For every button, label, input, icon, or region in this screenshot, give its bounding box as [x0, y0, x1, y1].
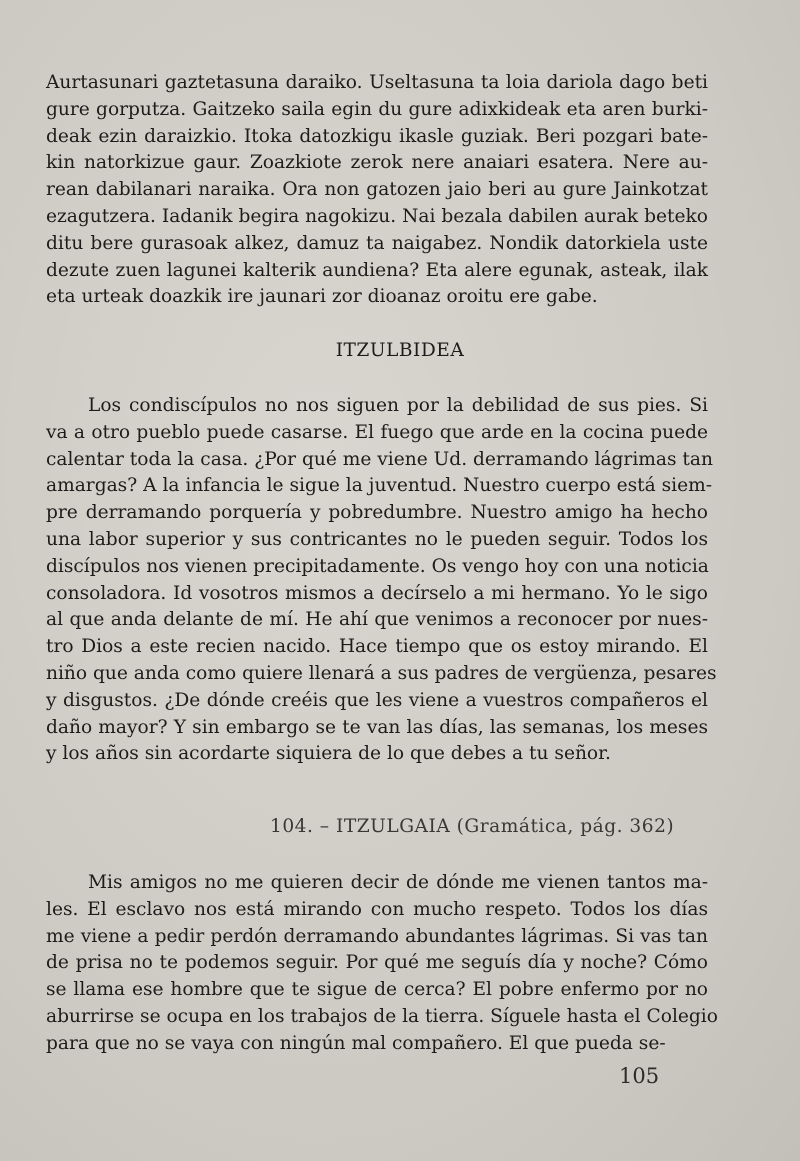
text-line: kin natorkizue gaur. Zoazkiote zerok nere anaiari esatera. Nere au- — [46, 152, 708, 174]
text-line: va a otro pueblo puede casarse. El fuego que arde en la cocina puede — [46, 421, 708, 443]
text-line: ezagutzera. Iadanik begira nagokizu. Nai bezala dabilen aurak beteko — [46, 205, 708, 227]
text-line: daño mayor? Y sin embargo se te van las días, las semanas, los meses — [46, 716, 708, 738]
text-line: y los años sin acordarte siquiera de lo que debes a tu señor. — [46, 743, 611, 765]
text-line: deak ezin daraizkio. Itoka datozkigu ikasle guziak. Beri pozgari bate- — [46, 125, 708, 147]
text-line: amargas? A la infancia le sigue la juventud. Nuestro cuerpo está siem- — [46, 475, 713, 497]
text-line: pre derramando porquería y pobredumbre. Nuestro amigo ha hecho — [46, 502, 708, 524]
text-line: y disgustos. ¿De dónde creéis que les viene a vuestros compañeros el — [46, 689, 708, 711]
text-line: tro Dios a este recien nacido. Hace tiempo que os estoy mirando. El — [46, 636, 708, 658]
text-line: calentar toda la casa. ¿Por qué me viene Ud. derramando lágrimas tan — [46, 448, 713, 470]
text-line: aburrirse se ocupa en los trabajos de la tierra. Síguele hasta el Colegio — [46, 1005, 718, 1027]
page-number: 105 — [619, 1064, 660, 1088]
text-line: Los condiscípulos no nos siguen por la debilidad de sus pies. Si — [88, 395, 708, 416]
section-heading-itzulbidea: ITZULBIDEA — [335, 340, 465, 361]
spanish-translation-paragraph — [46, 393, 717, 768]
spanish-exercise-paragraph — [46, 870, 718, 1058]
text-line: discípulos nos vienen precipitadamente. Os vengo hoy con una noticia — [46, 555, 709, 577]
text-line: se llama ese hombre que te sigue de cerca? El pobre enfermo por no — [46, 979, 708, 1001]
text-line: dezute zuen lagunei kalterik aundiena? Eta alere egunak, asteak, ilak — [46, 259, 708, 281]
text-line: de prisa no te podemos seguir. Por qué me seguís día y noche? Cómo — [46, 952, 708, 974]
text-line: consoladora. Id vosotros mismos a decírselo a mi hermano. Yo le sigo — [46, 582, 708, 604]
text-line: eta urteak doazkik ire jaunari zor dioanaz oroitu ere gabe. — [46, 286, 598, 308]
text-line: niño que anda como quiere llenará a sus padres de vergüenza, pesares — [46, 662, 717, 684]
text-line: al que anda delante de mí. He ahí que venimos a reconocer por nues- — [46, 609, 708, 631]
basque-paragraph — [46, 70, 708, 311]
text-line: gure gorputza. Gaitzeko saila egin du gure adixkideak eta aren burki- — [46, 98, 708, 120]
text-line: me viene a pedir perdón derramando abundantes lágrimas. Si vas tan — [46, 925, 708, 947]
text-line: para que no se vaya con ningún mal compañero. El que pueda se- — [46, 1032, 666, 1054]
text-line: Aurtasunari gaztetasuna daraiko. Useltasuna ta loia dariola dago beti — [46, 72, 708, 93]
text-line: una labor superior y sus contricantes no le pueden seguir. Todos los — [46, 528, 708, 550]
text-line: Mis amigos no me quieren decir de dónde me vienen tantos ma- — [88, 872, 708, 893]
text-line: rean dabilanari naraika. Ora non gatozen jaio beri au gure Jainkotzat — [46, 179, 708, 201]
text-line: les. El esclavo nos está mirando con mucho respeto. Todos los días — [46, 898, 708, 920]
section-heading-itzulgaia: 104. – ITZULGAIA (Gramática, pág. 362) — [270, 816, 675, 837]
text-line: ditu bere gurasoak alkez, damuz ta naigabez. Nondik datorkiela uste — [46, 232, 708, 254]
